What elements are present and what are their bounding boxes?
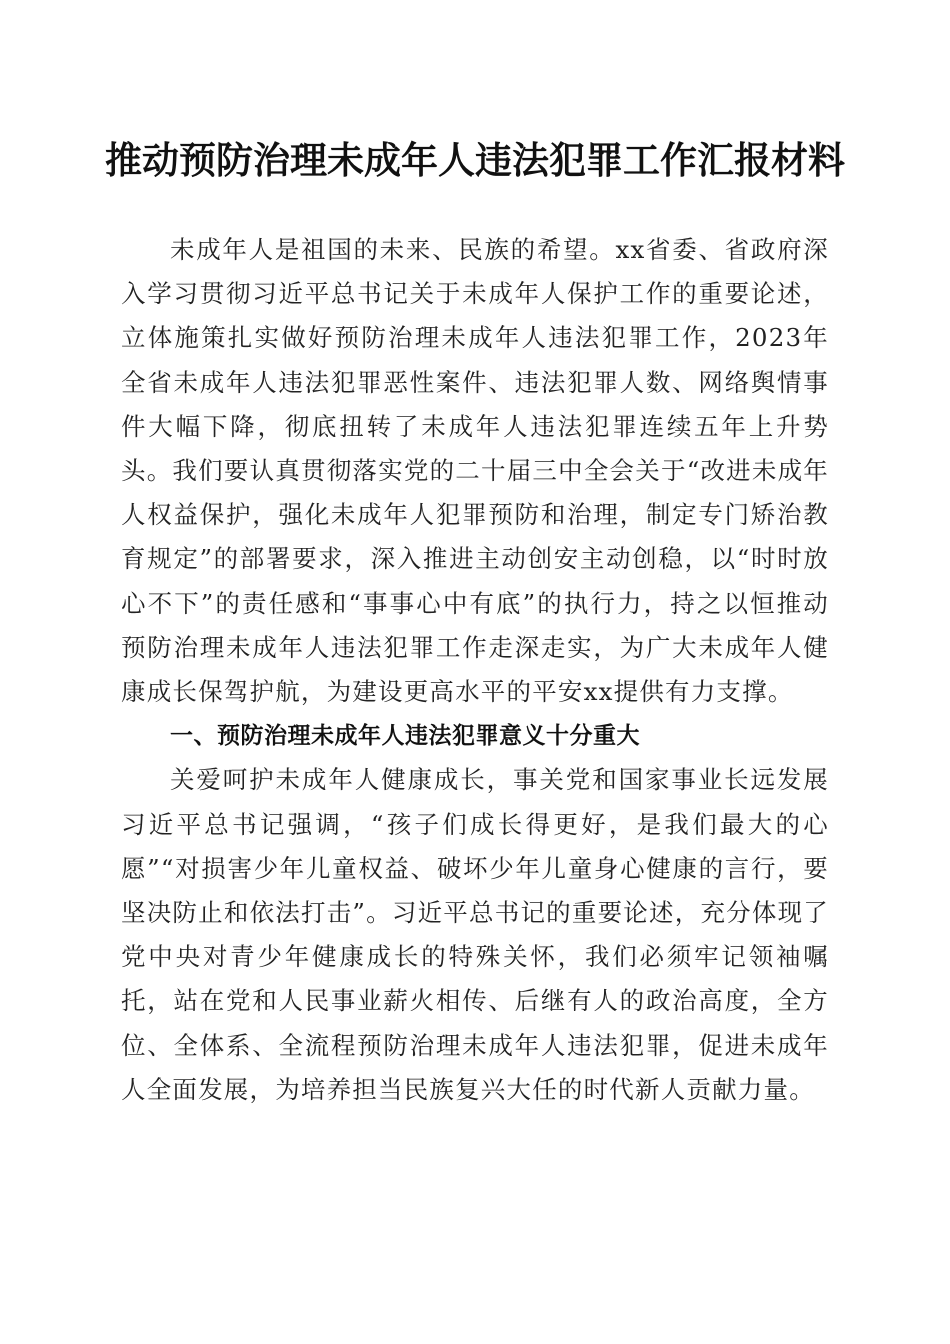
intro-paragraph: 未成年人是祖国的未来、民族的希望。xx省委、省政府深入学习贯彻习近平总书记关于未成年人保护工作的重要论述，立体施策扎实做好预防治理未成年人违法犯罪工作，2023年全省未成年人违法犯罪恶性案件、违法犯罪人数、网络舆情事件大幅下降，彻底扭转了未成年人违法犯罪连续五年上升势头。我们要认真贯彻落实党的二十届三中全会关于“改进未成年人权益保护，强化未成年人犯罪预防和治理，制定专门矫治教育规定”的部署要求，深入推进主动创安主动创稳，以“时时放心不下”的责任感和“事事心中有底”的执行力，持之以恒推动预防治理未成年人违法犯罪工作走深走实，为广大未成年人健康成长保驾护航，为建设更高水平的平安xx提供有力支撑。 (121, 235, 829, 707)
section-heading: 一、预防治理未成年人违法犯罪意义十分重大 (170, 723, 640, 750)
document-title: 推动预防治理未成年人违法犯罪工作汇报材料 (105, 138, 845, 182)
document-body (121, 228, 829, 1112)
section-paragraph: 关爱呵护未成年人健康成长，事关党和国家事业长远发展习近平总书记强调，“孩子们成长得更好，是我们最大的心愿”“对损害少年儿童权益、破坏少年儿童身心健康的言行，要坚决防止和依法打击”。习近平总书记的重要论述，充分体现了党中央对青少年健康成长的特殊关怀，我们必须牢记领袖嘱托，站在党和人民事业薪火相传、后继有人的政治高度，全方位、全体系、全流程预防治理未成年人违法犯罪，促进未成年人全面发展，为培养担当民族复兴大任的时代新人贡献力量。 (121, 765, 829, 1104)
